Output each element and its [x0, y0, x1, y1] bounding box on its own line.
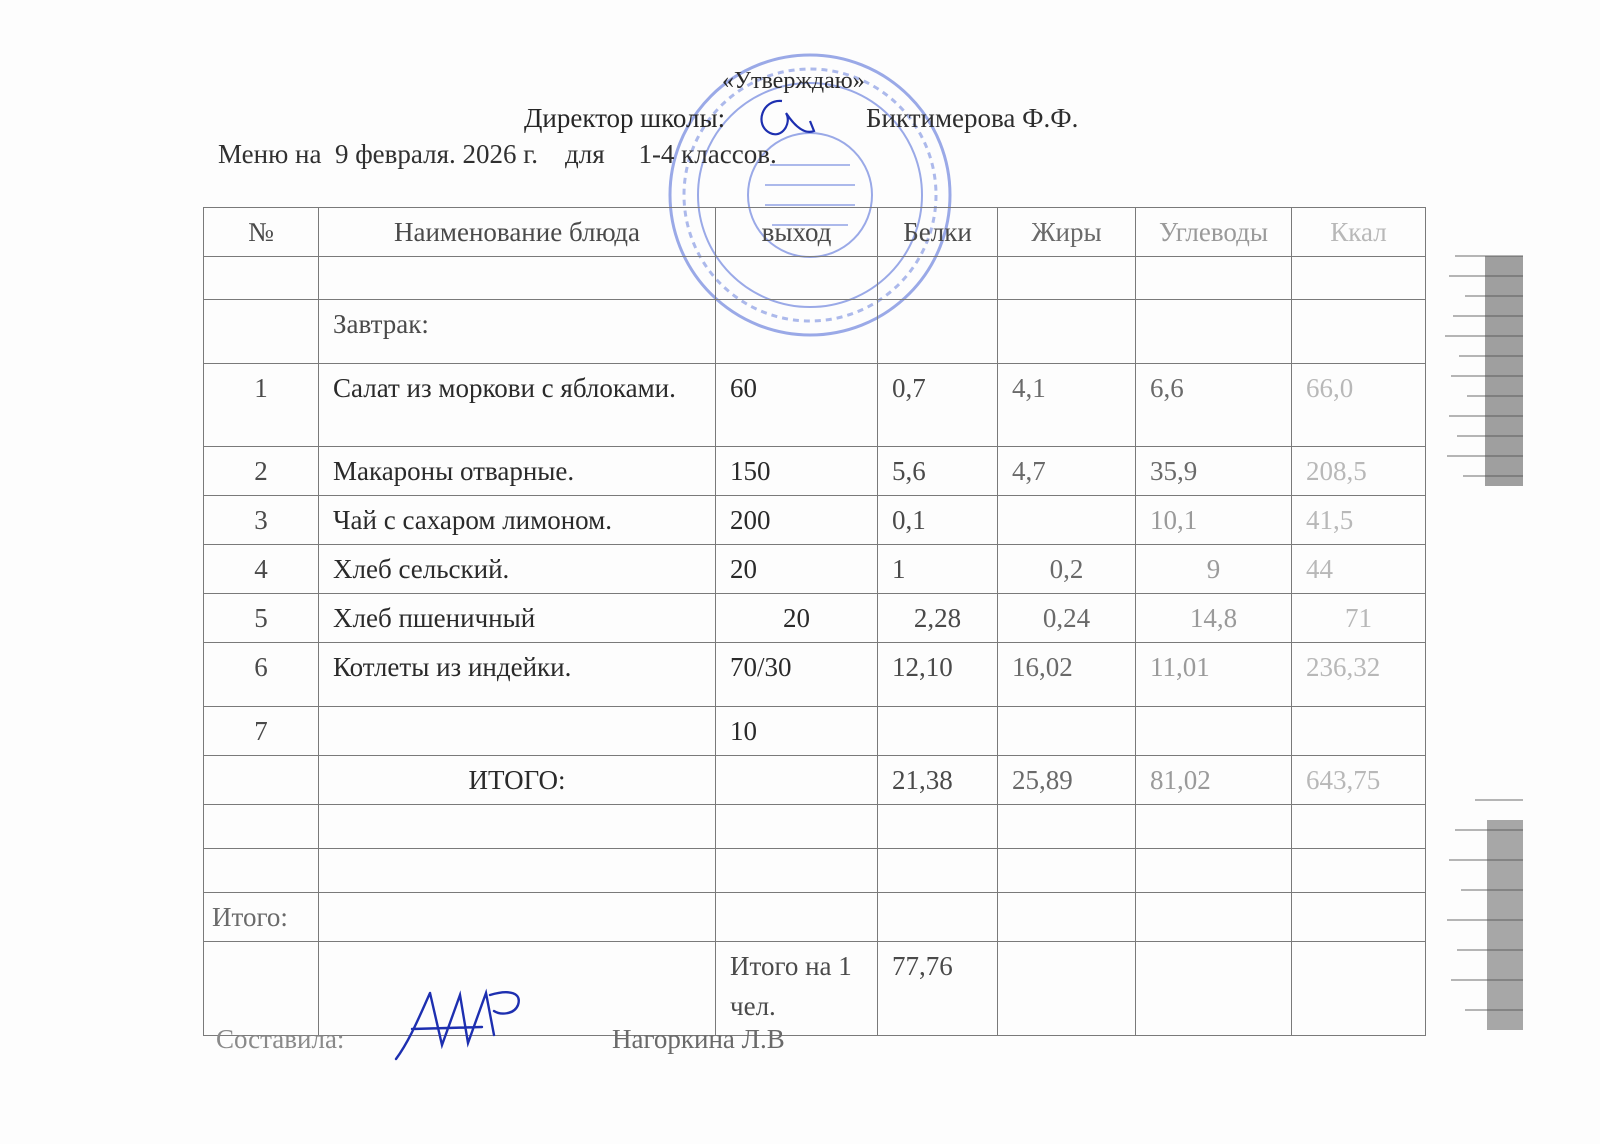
- col-header-num: №: [204, 208, 319, 257]
- total-row: [204, 756, 1426, 805]
- itogo-label: Итого:: [204, 893, 319, 942]
- table-row: [204, 849, 1426, 893]
- col-header-output: выход: [716, 208, 878, 257]
- dish-name: Котлеты из индейки.: [319, 643, 716, 707]
- composer-signature: [390, 985, 530, 1065]
- section-row-breakfast: [204, 300, 1426, 364]
- dish-kcal: 71: [1292, 594, 1426, 643]
- table-row: [204, 364, 1426, 447]
- row-num: 1: [204, 364, 319, 447]
- per-person-label: Итого на 1 чел.: [716, 942, 878, 1036]
- dish-kcal: 44: [1292, 545, 1426, 594]
- dish-protein: 12,10: [878, 643, 998, 707]
- dish-kcal: 236,32: [1292, 643, 1426, 707]
- dish-fat: 16,02: [998, 643, 1136, 707]
- per-person-value: 77,76: [878, 942, 998, 1036]
- table-row: [204, 545, 1426, 594]
- table-row: [204, 447, 1426, 496]
- dish-name: Хлеб сельский.: [319, 545, 716, 594]
- menu-table: [203, 207, 1426, 1036]
- col-header-carbs: Углеводы: [1136, 208, 1292, 257]
- scan-artifact: [1445, 790, 1525, 1045]
- dish-name: Макароны отварные.: [319, 447, 716, 496]
- total-protein: 21,38: [878, 756, 998, 805]
- col-header-name: Наименование блюда: [319, 208, 716, 257]
- dish-protein: 2,28: [878, 594, 998, 643]
- row-num: 6: [204, 643, 319, 707]
- table-row: [204, 496, 1426, 545]
- dish-carbs: 14,8: [1136, 594, 1292, 643]
- director-label: Директор школы:: [524, 103, 726, 133]
- dish-output: 150: [716, 447, 878, 496]
- dish-fat: 0,24: [998, 594, 1136, 643]
- dish-carbs: 6,6: [1136, 364, 1292, 447]
- dish-kcal: 66,0: [1292, 364, 1426, 447]
- dish-fat: 0,2: [998, 545, 1136, 594]
- row-num: 7: [204, 707, 319, 756]
- dish-protein: 5,6: [878, 447, 998, 496]
- dish-fat: 4,7: [998, 447, 1136, 496]
- composer-name: Нагоркина Л.В: [612, 1024, 785, 1054]
- total-label: ИТОГО:: [319, 756, 716, 805]
- table-row: [204, 707, 1426, 756]
- table-row: [204, 805, 1426, 849]
- dish-carbs: 11,01: [1136, 643, 1292, 707]
- total-carbs: 81,02: [1136, 756, 1292, 805]
- dish-output: 20: [716, 545, 878, 594]
- col-header-fat: Жиры: [998, 208, 1136, 257]
- dish-output: 20: [716, 594, 878, 643]
- table-row: [204, 257, 1426, 300]
- dish-carbs: 10,1: [1136, 496, 1292, 545]
- dish-protein: 1: [878, 545, 998, 594]
- col-header-protein: Белки: [878, 208, 998, 257]
- dish-kcal: 41,5: [1292, 496, 1426, 545]
- dish-protein: 0,7: [878, 364, 998, 447]
- composed-label: Составила:: [216, 1024, 345, 1054]
- dish-output: 70/30: [716, 643, 878, 707]
- col-header-kcal: Ккал: [1292, 208, 1426, 257]
- itogo-row: [204, 893, 1426, 942]
- dish-output: 60: [716, 364, 878, 447]
- director-name: Биктимерова Ф.Ф.: [866, 103, 1079, 133]
- table-row: [204, 594, 1426, 643]
- dish-output: 200: [716, 496, 878, 545]
- row-num: 5: [204, 594, 319, 643]
- total-fat: 25,89: [998, 756, 1136, 805]
- dish-fat: 4,1: [998, 364, 1136, 447]
- row-num: 4: [204, 545, 319, 594]
- approve-heading: «Утверждаю»: [722, 68, 865, 94]
- dish-kcal: 208,5: [1292, 447, 1426, 496]
- director-signature: [752, 95, 818, 141]
- total-kcal: 643,75: [1292, 756, 1426, 805]
- table-row: [204, 643, 1426, 707]
- per-person-row: [204, 942, 1426, 1036]
- dish-carbs: 9: [1136, 545, 1292, 594]
- dish-fat: [998, 496, 1136, 545]
- menu-title: Меню на 9 февраля. 2026 г. для 1-4 классов.: [218, 139, 777, 169]
- dish-output: 10: [716, 707, 878, 756]
- section-label: Завтрак:: [319, 300, 716, 364]
- dish-name: [319, 707, 716, 756]
- dish-protein: 0,1: [878, 496, 998, 545]
- dish-name: Салат из моркови с яблоками.: [319, 364, 716, 447]
- dish-name: Хлеб пшеничный: [319, 594, 716, 643]
- scan-artifact: [1445, 236, 1525, 504]
- dish-name: Чай с сахаром лимоном.: [319, 496, 716, 545]
- row-num: 2: [204, 447, 319, 496]
- table-header-row: [204, 208, 1426, 257]
- dish-carbs: 35,9: [1136, 447, 1292, 496]
- row-num: 3: [204, 496, 319, 545]
